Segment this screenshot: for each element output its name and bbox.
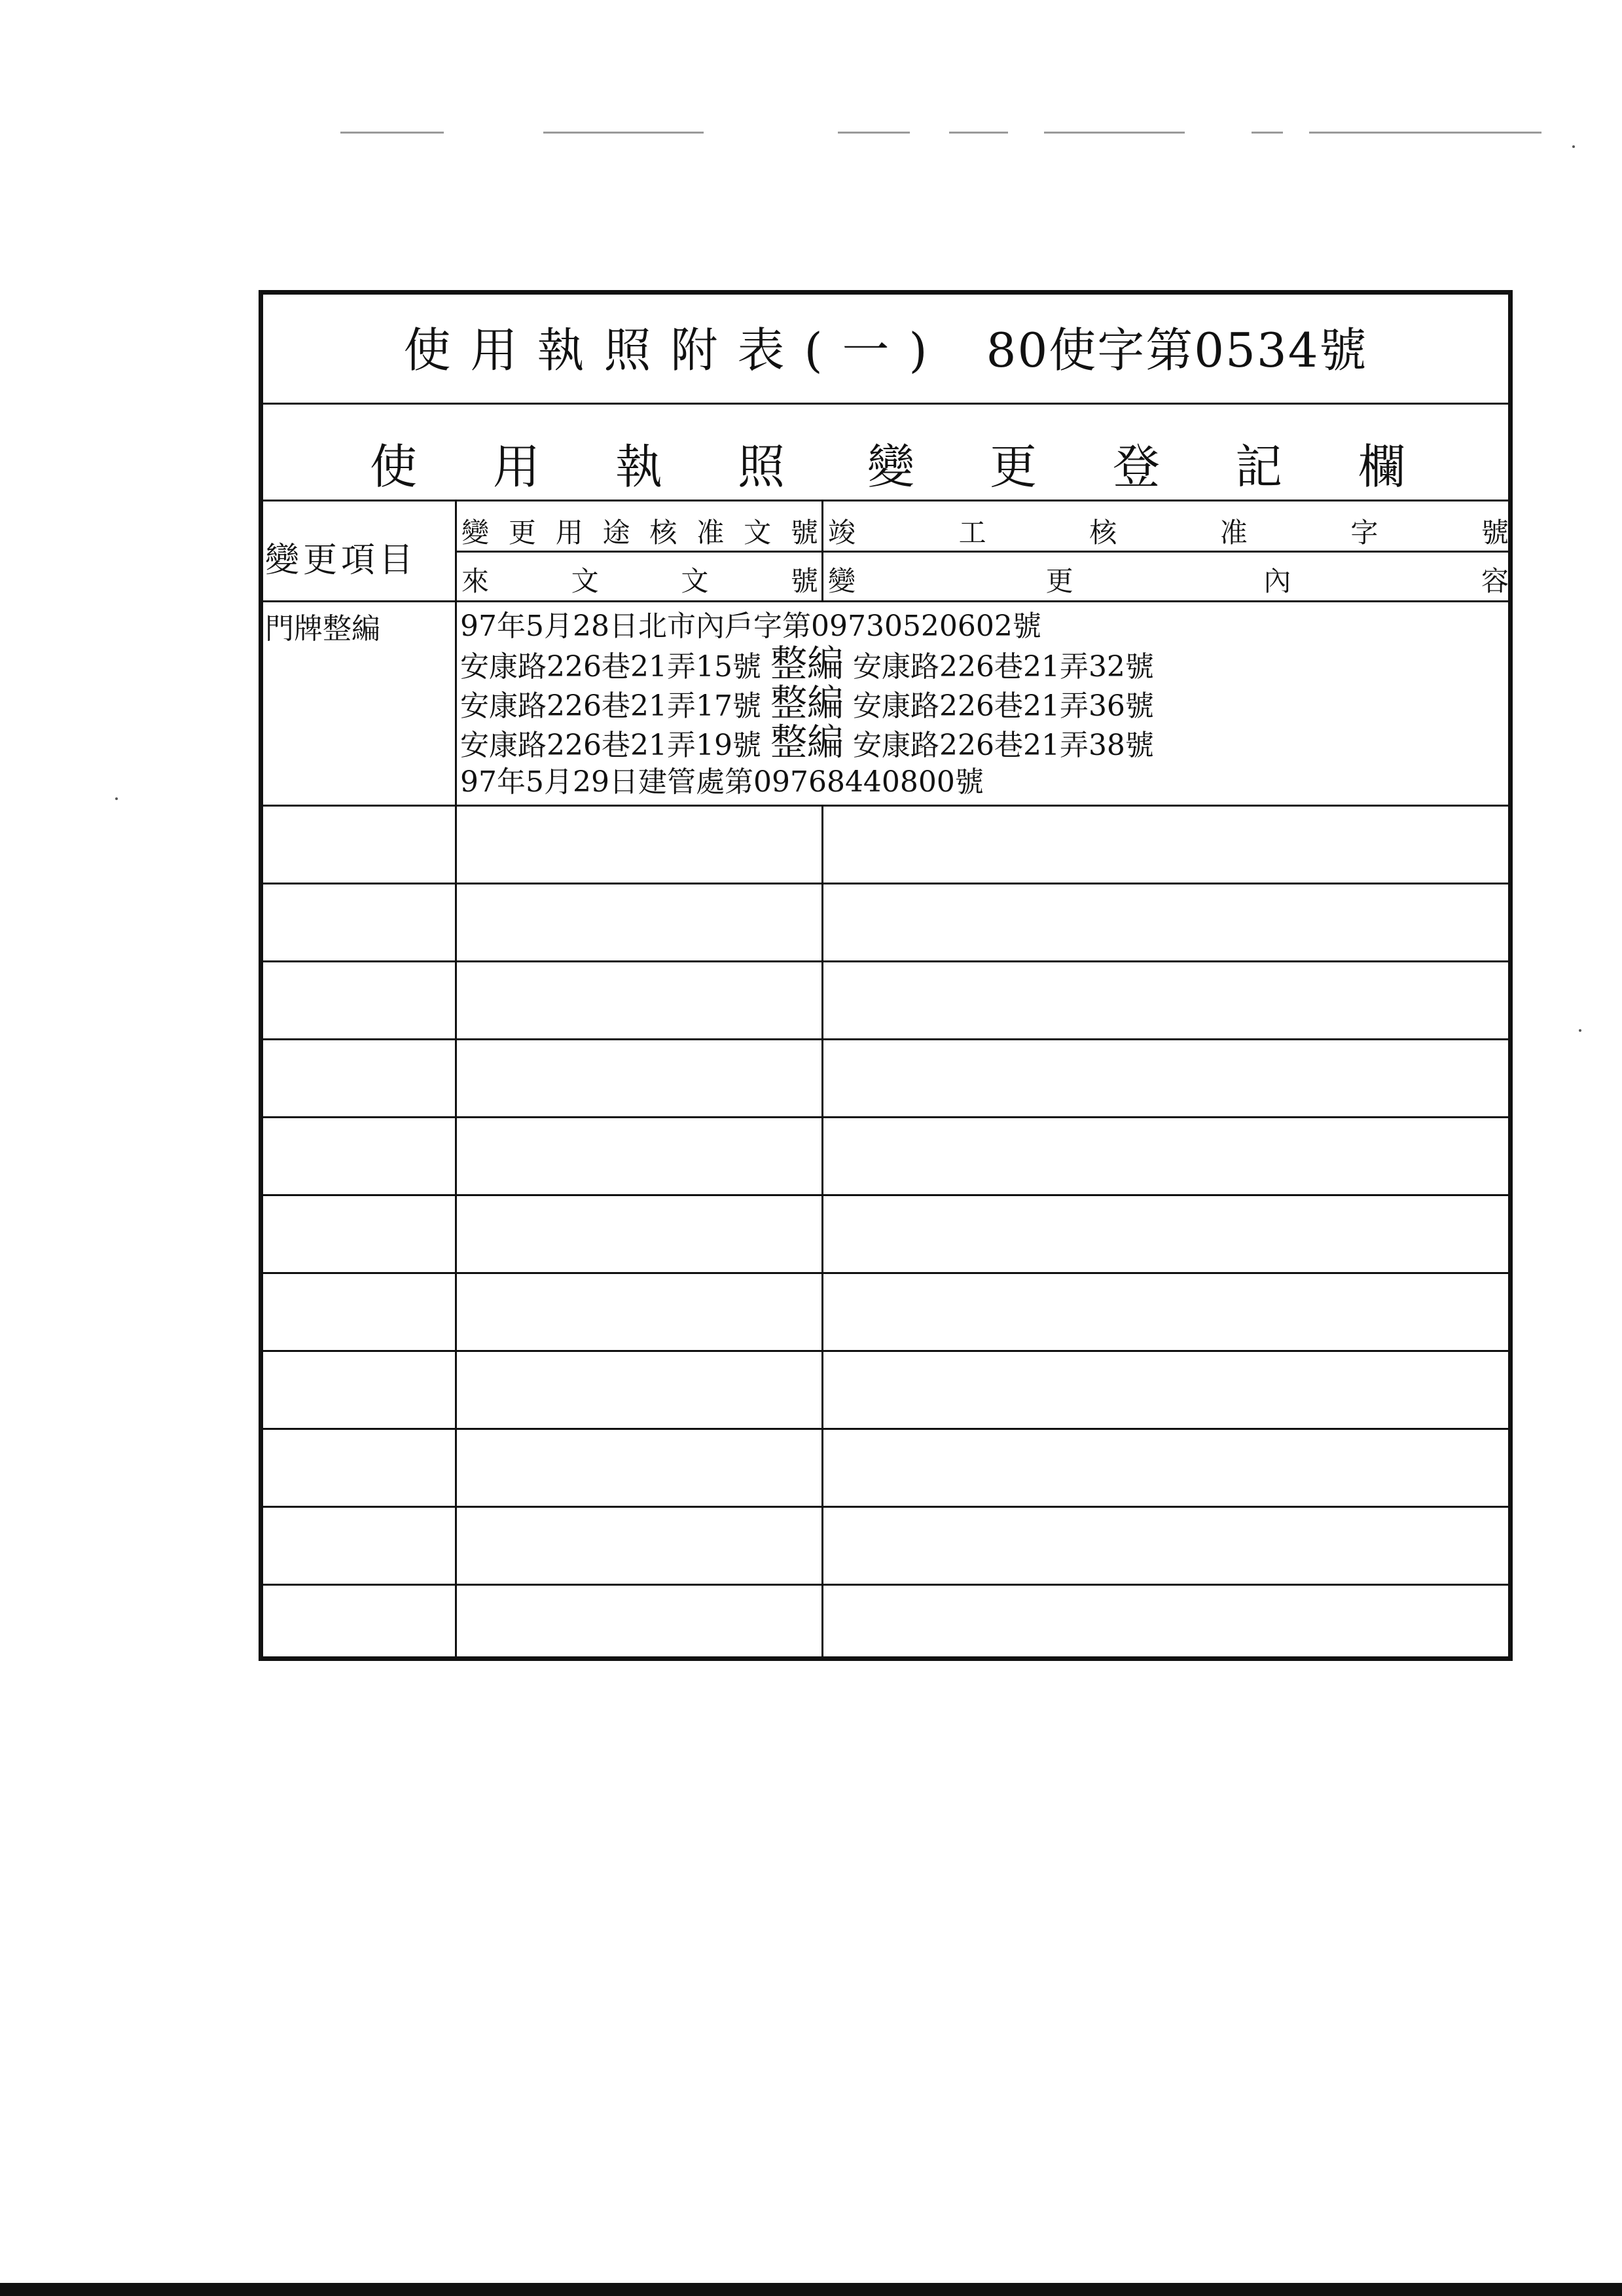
header-char: 來 <box>461 565 490 597</box>
register-title-char: 更 <box>990 439 1037 494</box>
header-char: 核 <box>649 517 677 549</box>
header-char: 文 <box>571 565 599 597</box>
change-row <box>460 723 1154 765</box>
register-title-char: 登 <box>1113 439 1161 494</box>
change-content-header <box>828 560 1509 599</box>
header-char: 變 <box>828 565 856 597</box>
license-number: 80使字第0534號 <box>986 323 1368 378</box>
header-char: 號 <box>790 565 818 597</box>
row-divider <box>259 1584 1513 1586</box>
row-divider <box>259 1428 1513 1430</box>
new-address: 安康路226巷21弄36號 <box>852 689 1154 723</box>
scan-speck <box>1572 145 1575 148</box>
divider <box>259 600 1513 602</box>
register-title-char: 欄 <box>1358 439 1406 494</box>
header-char: 更 <box>1045 565 1073 597</box>
register-title-char: 用 <box>493 439 541 494</box>
old-address: 安康路226巷21弄17號 <box>460 689 761 723</box>
header-char: 字 <box>1350 517 1379 549</box>
row-divider <box>259 883 1513 884</box>
scan-mark <box>949 132 1008 134</box>
header-char: 號 <box>790 517 818 549</box>
header-char: 變 <box>461 517 490 549</box>
header-char: 文 <box>681 565 709 597</box>
entry-doc-line: 97年5月29日建管處第09768440800號 <box>460 765 984 799</box>
register-title-char: 執 <box>615 439 663 494</box>
register-title-char: 記 <box>1235 439 1283 494</box>
header-char: 途 <box>602 517 630 549</box>
row-divider <box>259 1116 1513 1118</box>
header-char: 竣 <box>828 517 856 549</box>
register-title <box>259 403 1513 500</box>
form-title-text: 使用執照附表(一) <box>403 323 947 378</box>
completion-header <box>828 511 1509 551</box>
header-char: 容 <box>1481 565 1509 597</box>
scan-mark <box>1044 132 1185 134</box>
change-action: 整編 <box>770 682 844 725</box>
scan-mark <box>1252 132 1283 134</box>
incoming-doc-header <box>461 560 818 599</box>
scan-mark <box>543 132 704 134</box>
header-char: 號 <box>1481 517 1509 549</box>
scan-mark <box>340 132 444 134</box>
change-row <box>460 645 1154 687</box>
change-item-header: 變更項目 <box>265 541 418 580</box>
divider <box>455 551 1513 553</box>
header-char: 內 <box>1263 565 1291 597</box>
scan-speck <box>1579 1029 1581 1032</box>
row-divider <box>259 805 1513 807</box>
scan-mark <box>1309 132 1541 134</box>
register-title-char: 照 <box>738 439 785 494</box>
header-char: 准 <box>1219 517 1248 549</box>
entry-doc-line: 97年5月28日北市內戶字第09730520602號 <box>460 610 1041 643</box>
header-char: 准 <box>696 517 725 549</box>
change-action: 整編 <box>770 643 844 685</box>
use-approval-header <box>461 511 818 551</box>
register-title-char: 使 <box>370 439 418 494</box>
change-row <box>460 684 1154 726</box>
scan-speck <box>115 797 118 800</box>
register-title-char: 變 <box>867 439 915 494</box>
row-divider <box>259 960 1513 962</box>
header-char: 工 <box>958 517 986 549</box>
row-divider <box>259 1350 1513 1352</box>
row-divider <box>259 1194 1513 1196</box>
header-char: 核 <box>1089 517 1117 549</box>
header-char: 更 <box>508 517 536 549</box>
divider <box>259 500 1513 501</box>
header-char: 用 <box>555 517 583 549</box>
scan-mark <box>838 132 910 134</box>
entry-item: 門牌整編 <box>265 612 380 646</box>
form-title <box>259 290 1513 403</box>
column-divider <box>455 600 457 1661</box>
column-divider <box>455 500 457 600</box>
new-address: 安康路226巷21弄32號 <box>852 650 1154 683</box>
old-address: 安康路226巷21弄19號 <box>460 729 761 762</box>
row-divider <box>259 1038 1513 1040</box>
column-divider <box>821 500 823 600</box>
row-divider <box>259 1272 1513 1274</box>
old-address: 安康路226巷21弄15號 <box>460 650 761 683</box>
change-register-form <box>259 290 1513 1661</box>
column-divider <box>821 805 823 1661</box>
row-divider <box>259 1506 1513 1508</box>
scan-edge <box>0 2283 1622 2296</box>
change-action: 整編 <box>770 721 844 764</box>
new-address: 安康路226巷21弄38號 <box>852 729 1154 762</box>
header-char: 文 <box>744 517 772 549</box>
